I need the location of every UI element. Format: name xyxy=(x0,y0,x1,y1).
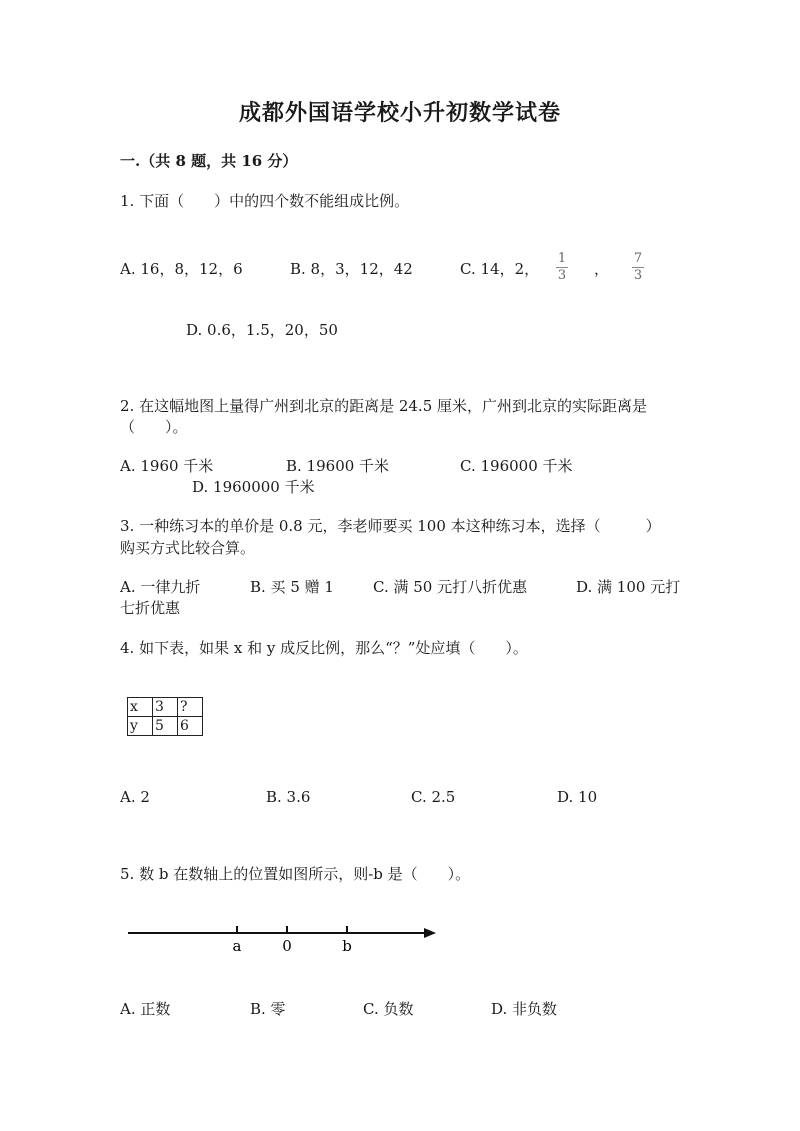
q5-option-c[interactable]: C. 负数 xyxy=(363,1000,414,1018)
table-cell: 3 xyxy=(153,698,178,717)
fraction-denominator: 3 xyxy=(557,268,567,283)
q2-option-a[interactable]: A. 1960 千米 xyxy=(120,457,214,475)
q3-option-d[interactable]: D. 满 100 元打 xyxy=(576,578,681,596)
q5-option-b[interactable]: B. 零 xyxy=(250,1000,286,1018)
q3-option-b[interactable]: B. 买 5 赠 1 xyxy=(250,578,334,596)
q4-option-d[interactable]: D. 10 xyxy=(557,788,598,806)
page-title: 成都外国语学校小升初数学试卷 xyxy=(238,100,561,126)
fraction-numerator: 1 xyxy=(557,251,567,266)
q4-stem: 4. 如下表，如果 x 和 y 成反比例，那么“？”处应填（ ）。 xyxy=(120,639,528,657)
q1-option-a[interactable]: A. 16，8，12，6 xyxy=(120,260,243,278)
axis-label-b: b xyxy=(342,937,352,955)
q1-option-b[interactable]: B. 8，3，12，42 xyxy=(290,260,413,278)
q1-fraction-one-third xyxy=(556,252,568,283)
q2-option-b[interactable]: B. 19600 千米 xyxy=(286,457,390,475)
q1-option-c-separator: ， xyxy=(594,260,610,278)
q4-option-b[interactable]: B. 3.6 xyxy=(266,788,311,806)
q3-option-a[interactable]: A. 一律九折 xyxy=(120,578,201,596)
q4-option-a[interactable]: A. 2 xyxy=(120,788,150,806)
q3-stem-line2: 购买方式比较合算。 xyxy=(120,539,256,557)
table-cell: 5 xyxy=(153,717,178,736)
table-cell: x xyxy=(128,698,153,717)
section-heading: 一.（共 8 题，共 16 分） xyxy=(120,152,298,170)
fraction-numerator: 7 xyxy=(633,251,643,266)
axis-label-zero: 0 xyxy=(282,937,292,955)
number-line-diagram xyxy=(120,915,450,955)
table-cell: y xyxy=(128,717,153,736)
q5-option-d[interactable]: D. 非负数 xyxy=(491,1000,558,1018)
q4-option-c[interactable]: C. 2.5 xyxy=(411,788,456,806)
q5-stem: 5. 数 b 在数轴上的位置如图所示，则-b 是（ ）。 xyxy=(120,865,471,883)
q1-fraction-seven-thirds xyxy=(632,252,644,283)
table-row xyxy=(128,698,203,717)
q3-option-c[interactable]: C. 满 50 元打八折优惠 xyxy=(373,578,528,596)
q2-stem-line1: 2. 在这幅地图上量得广州到北京的距离是 24.5 厘米，广州到北京的实际距离是 xyxy=(120,397,648,415)
q5-option-a[interactable]: A. 正数 xyxy=(120,1000,171,1018)
q3-option-d-continued: 七折优惠 xyxy=(120,599,181,617)
table-row xyxy=(128,717,203,736)
axis-label-a: a xyxy=(232,937,242,955)
table-cell: ? xyxy=(178,698,203,717)
table-cell: 6 xyxy=(178,717,203,736)
q2-option-c[interactable]: C. 196000 千米 xyxy=(460,457,573,475)
fraction-denominator: 3 xyxy=(633,268,643,283)
arrow-head-icon xyxy=(424,928,436,938)
q1-option-c[interactable] xyxy=(460,258,539,279)
q2-stem-line2: （ ）。 xyxy=(120,418,188,436)
q4-xy-table xyxy=(127,697,203,736)
q1-option-c-prefix: C. 14，2， xyxy=(460,260,540,278)
q1-stem: 1. 下面（ ）中的四个数不能组成比例。 xyxy=(120,192,410,210)
q1-option-d[interactable]: D. 0.6，1.5，20，50 xyxy=(186,321,338,339)
q3-stem-line1: 3. 一种练习本的单价是 0.8 元，李老师要买 100 本这种练习本，选择（ ） xyxy=(120,517,661,535)
q2-option-d[interactable]: D. 1960000 千米 xyxy=(192,478,315,496)
